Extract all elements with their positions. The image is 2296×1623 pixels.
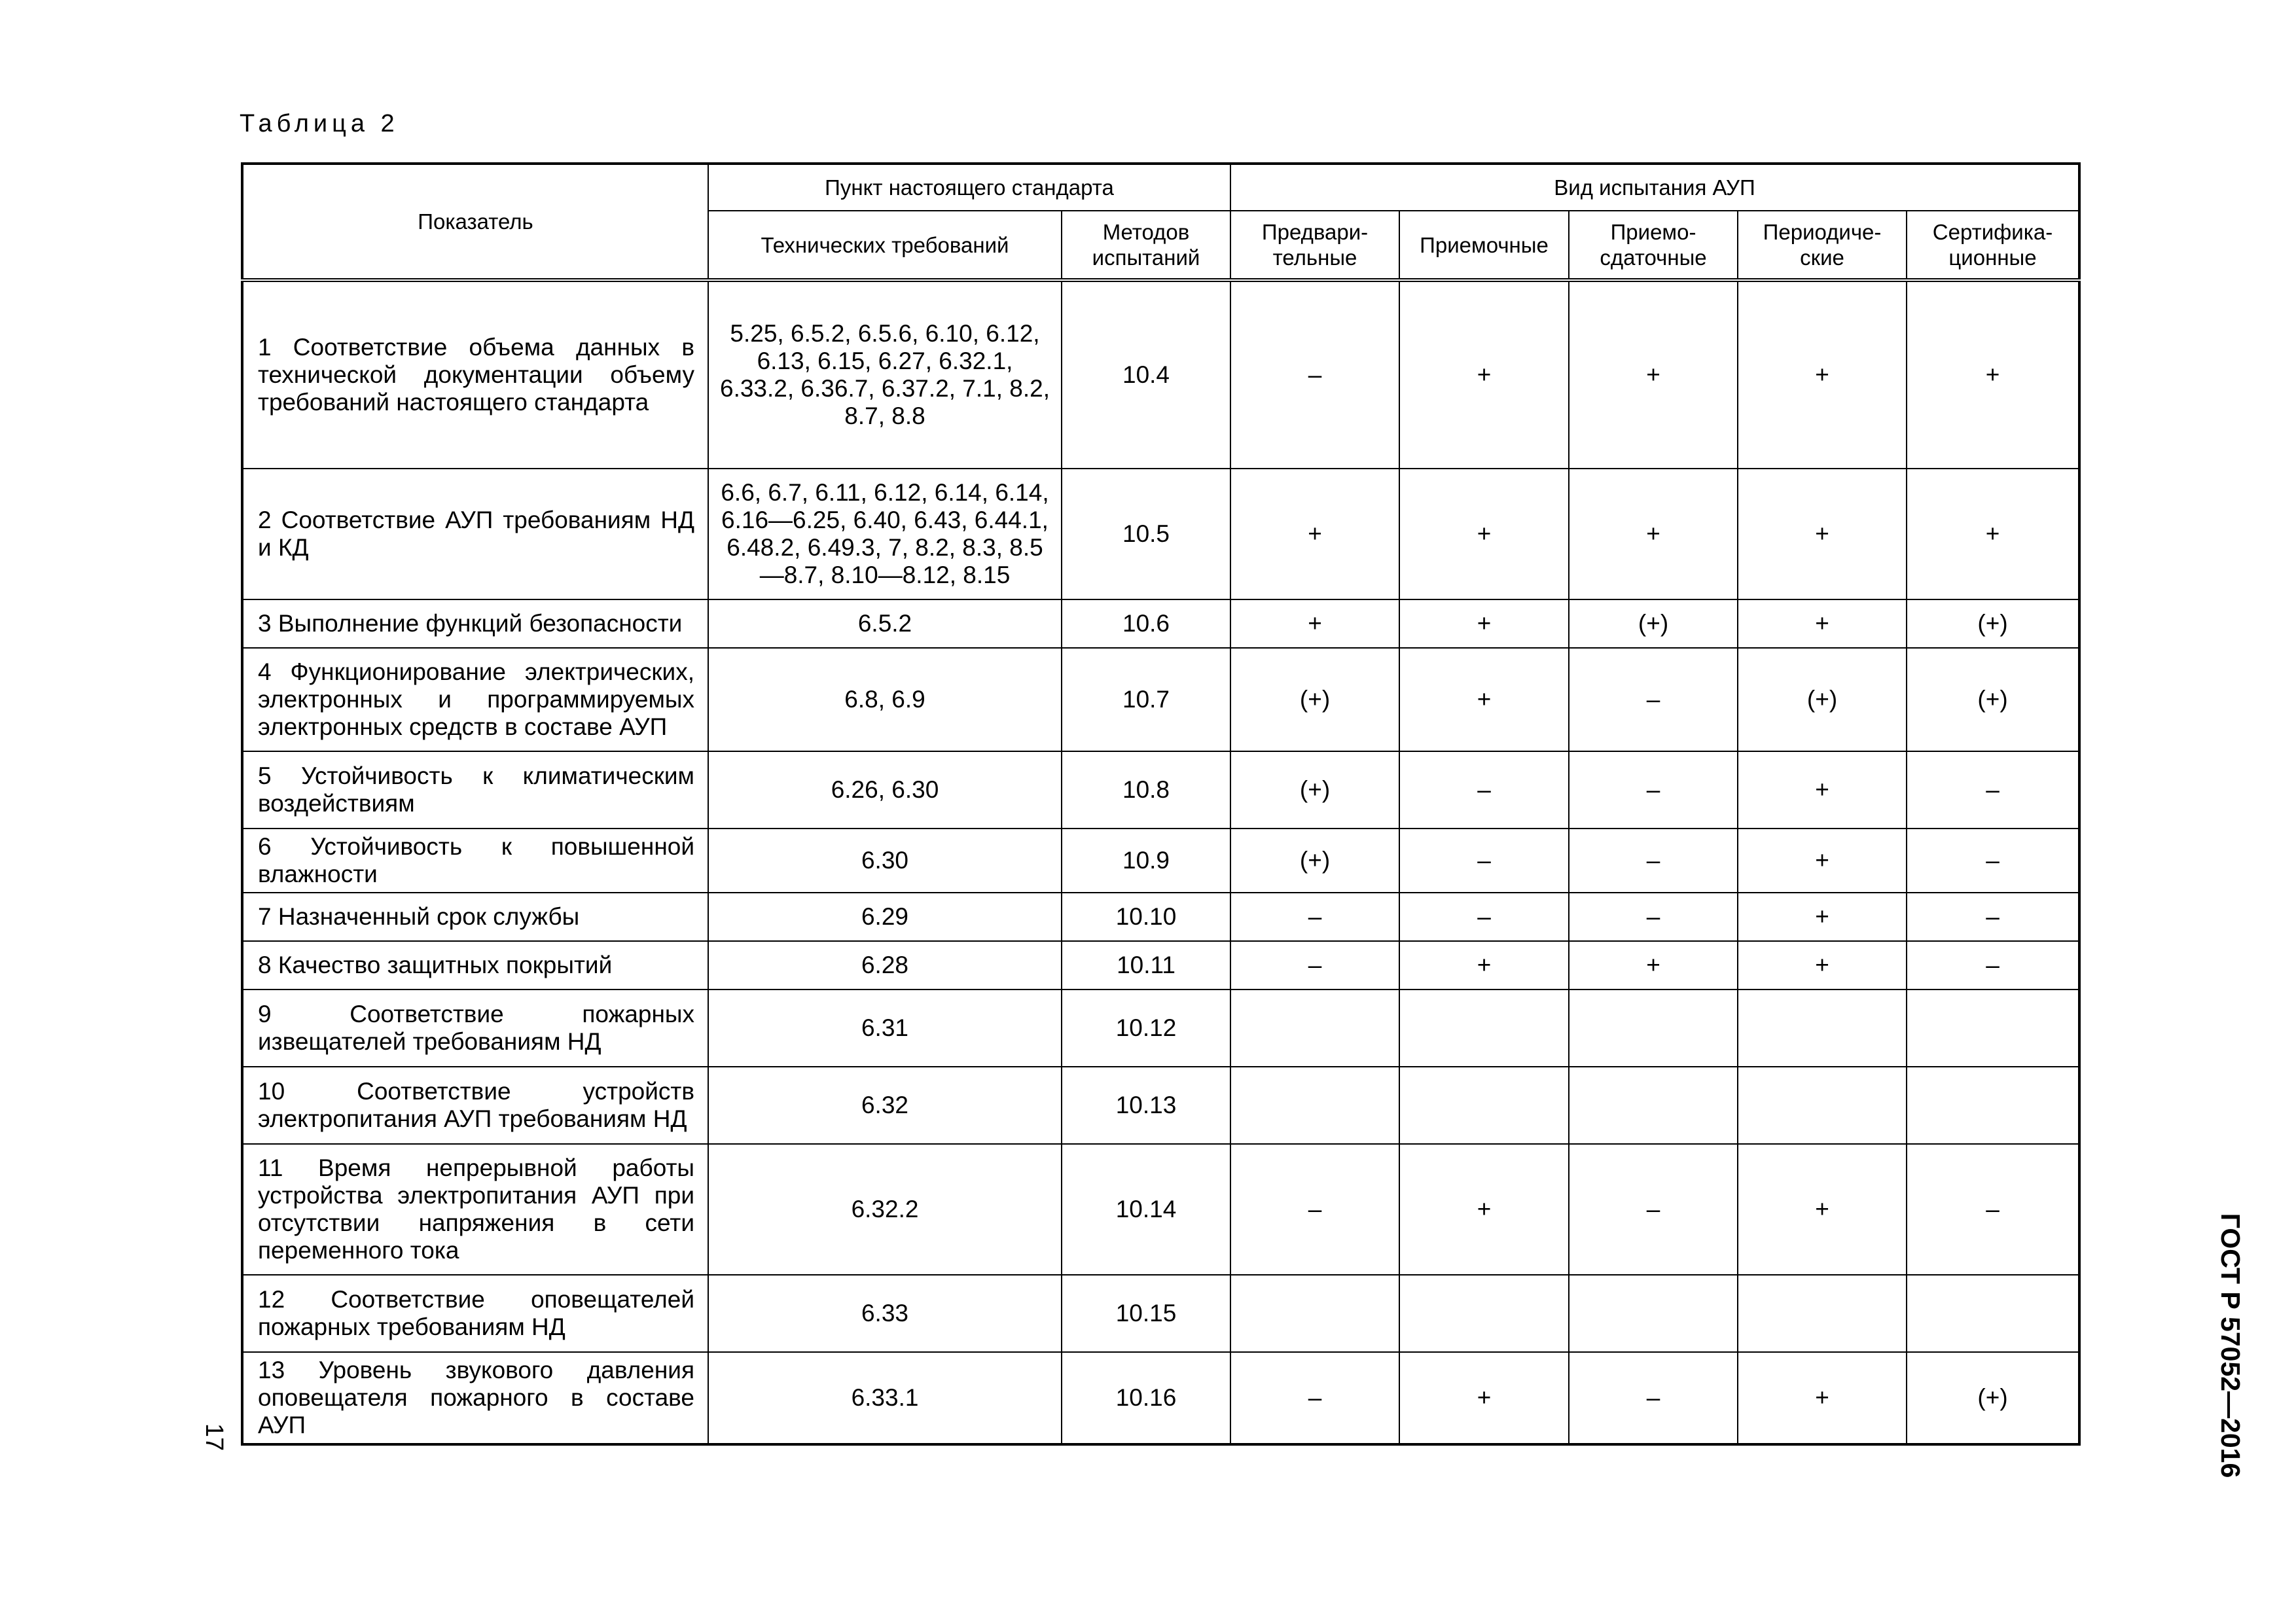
cell-tech-requirements: 6.32 (708, 1067, 1062, 1144)
cell-indicator: 9 Соответствие пожарных извещателей требованиям НД (242, 990, 708, 1067)
cell-mark-3 (1738, 990, 1907, 1067)
cell-mark-1 (1399, 990, 1569, 1067)
header-test-type-1: Приемочные (1399, 211, 1569, 280)
table-row (242, 599, 2079, 648)
cell-mark-0: (+) (1230, 751, 1399, 829)
cell-mark-2: – (1569, 648, 1738, 751)
cell-indicator: 7 Назначенный срок службы (242, 893, 708, 941)
table-row (242, 941, 2079, 990)
header-test-type-2: Приемо-сдаточные (1569, 211, 1738, 280)
cell-mark-3: + (1738, 280, 1907, 469)
header-tech-requirements: Технических требований (708, 211, 1062, 280)
cell-mark-0: – (1230, 1144, 1399, 1275)
cell-test-method: 10.8 (1062, 751, 1230, 829)
cell-mark-2: + (1569, 280, 1738, 469)
cell-mark-2: + (1569, 469, 1738, 599)
page-number: 17 (200, 1423, 228, 1452)
cell-test-method: 10.7 (1062, 648, 1230, 751)
table-row (242, 751, 2079, 829)
cell-indicator: 6 Устойчивость к повышенной влажности (242, 829, 708, 893)
cell-indicator: 2 Соответствие АУП требованиям НД и КД (242, 469, 708, 599)
cell-mark-4: + (1907, 469, 2079, 599)
cell-tech-requirements: 6.6, 6.7, 6.11, 6.12, 6.14, 6.14, 6.16—6.25, 6.40, 6.43, 6.44.1, 6.48.2, 6.49.3, 7, 8.2, 8.3, 8.5—8.7, 8.10—8.12, 8.15 (708, 469, 1062, 599)
cell-mark-2: + (1569, 941, 1738, 990)
cell-mark-3 (1738, 1067, 1907, 1144)
cell-mark-1: + (1399, 941, 1569, 990)
header-test-type: Вид испытания АУП (1230, 164, 2079, 211)
cell-mark-4: + (1907, 280, 2079, 469)
cell-mark-4: – (1907, 941, 2079, 990)
header-test-type-0: Предвари-тельные (1230, 211, 1399, 280)
cell-mark-0: – (1230, 1352, 1399, 1444)
cell-mark-0: – (1230, 893, 1399, 941)
cell-mark-0: + (1230, 599, 1399, 648)
cell-mark-0 (1230, 1275, 1399, 1352)
cell-mark-1: + (1399, 469, 1569, 599)
cell-test-method: 10.16 (1062, 1352, 1230, 1444)
cell-mark-4: (+) (1907, 599, 2079, 648)
cell-tech-requirements: 6.31 (708, 990, 1062, 1067)
cell-mark-1: – (1399, 829, 1569, 893)
cell-mark-3: + (1738, 1352, 1907, 1444)
cell-mark-4 (1907, 990, 2079, 1067)
table-row (242, 829, 2079, 893)
header-test-type-3: Периодиче-ские (1738, 211, 1907, 280)
cell-mark-1: – (1399, 893, 1569, 941)
cell-indicator: 10 Соответствие устройств электропитания АУП требованиям НД (242, 1067, 708, 1144)
cell-mark-3: (+) (1738, 648, 1907, 751)
cell-mark-0: (+) (1230, 648, 1399, 751)
document-code: ГОСТ Р 57052—2016 (2215, 1213, 2246, 1478)
table-row (242, 1352, 2079, 1444)
cell-mark-1: + (1399, 1352, 1569, 1444)
cell-indicator: 5 Устойчивость к климатическим воздействиям (242, 751, 708, 829)
cell-mark-2: (+) (1569, 599, 1738, 648)
cell-tech-requirements: 6.32.2 (708, 1144, 1062, 1275)
cell-mark-3: + (1738, 829, 1907, 893)
cell-mark-1 (1399, 1067, 1569, 1144)
header-row-1 (242, 164, 2079, 211)
cell-mark-4: – (1907, 1144, 2079, 1275)
cell-mark-1: + (1399, 1144, 1569, 1275)
cell-mark-0 (1230, 990, 1399, 1067)
cell-mark-4 (1907, 1275, 2079, 1352)
table-row (242, 893, 2079, 941)
cell-mark-4: – (1907, 829, 2079, 893)
cell-indicator: 1 Соответствие объема данных в технической документации объему требований настоящего стандарта (242, 280, 708, 469)
cell-mark-1 (1399, 1275, 1569, 1352)
cell-mark-0: (+) (1230, 829, 1399, 893)
cell-mark-2: – (1569, 829, 1738, 893)
cell-tech-requirements: 6.8, 6.9 (708, 648, 1062, 751)
cell-mark-3: + (1738, 469, 1907, 599)
cell-tech-requirements: 6.30 (708, 829, 1062, 893)
cell-test-method: 10.6 (1062, 599, 1230, 648)
cell-tech-requirements: 6.5.2 (708, 599, 1062, 648)
cell-indicator: 3 Выполнение функций безопасности (242, 599, 708, 648)
table-row (242, 469, 2079, 599)
cell-mark-3: + (1738, 941, 1907, 990)
cell-mark-4: – (1907, 751, 2079, 829)
cell-indicator: 12 Соответствие оповещателей пожарных требованиям НД (242, 1275, 708, 1352)
cell-mark-3 (1738, 1275, 1907, 1352)
cell-mark-2 (1569, 1067, 1738, 1144)
cell-mark-0: + (1230, 469, 1399, 599)
cell-test-method: 10.15 (1062, 1275, 1230, 1352)
cell-mark-3: + (1738, 893, 1907, 941)
cell-indicator: 8 Качество защитных покрытий (242, 941, 708, 990)
table-row (242, 990, 2079, 1067)
cell-mark-3: + (1738, 1144, 1907, 1275)
table-row (242, 1275, 2079, 1352)
cell-mark-1: – (1399, 751, 1569, 829)
cell-tech-requirements: 6.33 (708, 1275, 1062, 1352)
cell-mark-1: + (1399, 599, 1569, 648)
table-row (242, 648, 2079, 751)
header-test-type-4: Сертифика-ционные (1907, 211, 2079, 280)
header-indicator: Показатель (242, 164, 708, 280)
cell-tech-requirements: 6.33.1 (708, 1352, 1062, 1444)
cell-mark-2: – (1569, 1144, 1738, 1275)
cell-test-method: 10.12 (1062, 990, 1230, 1067)
cell-indicator: 4 Функционирование электрических, электронных и программируемых электронных средств в составе АУП (242, 648, 708, 751)
cell-tech-requirements: 6.26, 6.30 (708, 751, 1062, 829)
table-row (242, 1144, 2079, 1275)
cell-test-method: 10.11 (1062, 941, 1230, 990)
cell-tech-requirements: 6.28 (708, 941, 1062, 990)
header-standard-clause: Пункт настоящего стандарта (708, 164, 1230, 211)
cell-mark-2: – (1569, 751, 1738, 829)
cell-tech-requirements: 6.29 (708, 893, 1062, 941)
cell-mark-4 (1907, 1067, 2079, 1144)
cell-indicator: 13 Уровень звукового давления оповещателя пожарного в составе АУП (242, 1352, 708, 1444)
cell-mark-3: + (1738, 751, 1907, 829)
cell-mark-2: – (1569, 1352, 1738, 1444)
cell-mark-0: – (1230, 941, 1399, 990)
cell-test-method: 10.14 (1062, 1144, 1230, 1275)
cell-mark-4: (+) (1907, 648, 2079, 751)
cell-mark-1: + (1399, 648, 1569, 751)
table-row (242, 280, 2079, 469)
cell-mark-1: + (1399, 280, 1569, 469)
cell-indicator: 11 Время непрерывной работы устройства электропитания АУП при отсутствии напряжения в сети переменного тока (242, 1144, 708, 1275)
cell-mark-0: – (1230, 280, 1399, 469)
cell-mark-2 (1569, 1275, 1738, 1352)
test-matrix-table (241, 162, 2081, 1446)
cell-mark-2 (1569, 990, 1738, 1067)
header-test-methods: Методов испытаний (1062, 211, 1230, 280)
cell-test-method: 10.4 (1062, 280, 1230, 469)
cell-mark-2: – (1569, 893, 1738, 941)
cell-test-method: 10.13 (1062, 1067, 1230, 1144)
cell-test-method: 10.10 (1062, 893, 1230, 941)
table-caption: Таблица 2 (240, 110, 399, 137)
table-row (242, 1067, 2079, 1144)
cell-mark-4: (+) (1907, 1352, 2079, 1444)
cell-mark-3: + (1738, 599, 1907, 648)
cell-tech-requirements: 5.25, 6.5.2, 6.5.6, 6.10, 6.12, 6.13, 6.15, 6.27, 6.32.1, 6.33.2, 6.36.7, 6.37.2, 7.1, 8.2, 8.7, 8.8 (708, 280, 1062, 469)
cell-test-method: 10.9 (1062, 829, 1230, 893)
cell-mark-0 (1230, 1067, 1399, 1144)
cell-test-method: 10.5 (1062, 469, 1230, 599)
cell-mark-4: – (1907, 893, 2079, 941)
